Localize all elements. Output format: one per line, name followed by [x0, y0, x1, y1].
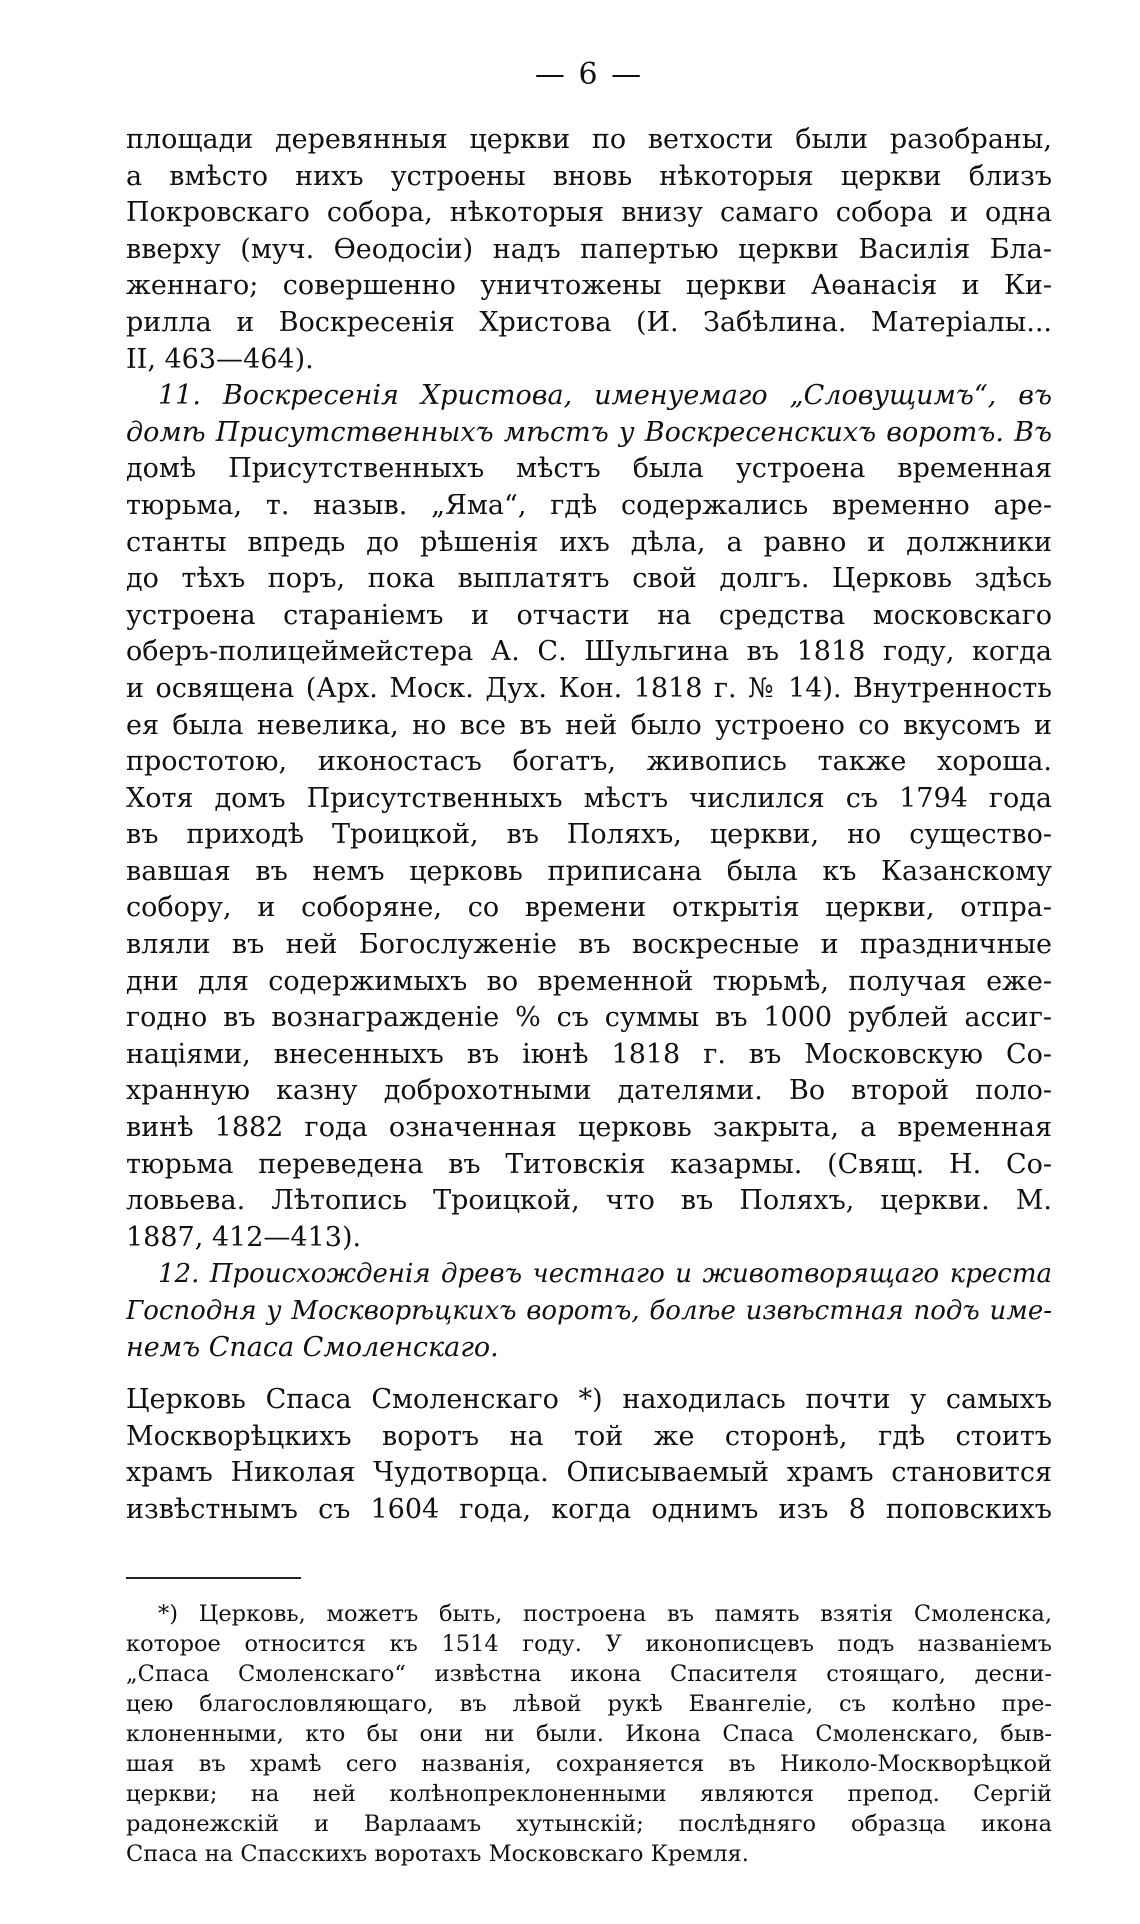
- footnote-line: клоненными, кто бы они ни были. Икона Спаса Смоленскаго, быв-: [126, 1720, 1052, 1747]
- footnote-line: Спаса на Спасскихъ воротахъ Московскаго Кремля.: [126, 1840, 749, 1867]
- section-12-heading: 12. Происхожденія древъ честнаго и животворящаго креста: [158, 1259, 1052, 1290]
- text-line: оберъ-полицеймейстера А. С. Шульгина въ 1818 году, когда: [126, 636, 1052, 668]
- text-line: націями, внесенныхъ въ іюнѣ 1818 г. въ Московскую Со-: [126, 1038, 1052, 1070]
- text-line: станты впредь до рѣшенія ихъ дѣла, а равно и должники: [126, 526, 1052, 558]
- text-line: ея была невелика, но все въ ней было устроено со вкусомъ и: [126, 709, 1052, 741]
- section-12-heading: Господня у Москворѣцкихъ воротъ, болѣе извѣстная подъ име-: [126, 1296, 1052, 1326]
- text-line: годно въ вознагражденіе % съ суммы въ 1000 рублей ассиг-: [126, 1002, 1052, 1034]
- footnote: [126, 1599, 1052, 1869]
- text-line: хранную казну доброхотными дателями. Во второй поло-: [126, 1075, 1052, 1107]
- section-11-heading: домѣ Присутственныхъ мѣстъ у Воскресенскихъ воротъ. Въ: [126, 416, 1052, 448]
- text-line: тюрьма, т. назыв. „Яма“, гдѣ содержались временно аре-: [126, 489, 1052, 521]
- section-12-heading: немъ Спаса Смоленскаго.: [126, 1331, 499, 1363]
- text-line: Покровскаго собора, нѣкоторыя внизу самаго собора и одна: [126, 197, 1052, 229]
- text-line: извѣстнымъ съ 1604 года, когда однимъ изъ 8 поповскихъ: [126, 1493, 1052, 1525]
- footnote-line: цею благословляющаго, въ лѣвой рукѣ Евангеліе, съ колѣно пре-: [126, 1690, 1052, 1717]
- main-text: [126, 122, 1052, 1529]
- text-line: Церковь Спаса Смоленскаго *) находилась почти у самыхъ: [126, 1384, 1052, 1416]
- text-line: рилла и Воскресенія Христова (И. Забѣлина. Матеріалы...: [126, 306, 1052, 338]
- text-line: женнаго; совершенно уничтожены церкви Аѳанасія и Ки-: [126, 270, 1052, 302]
- text-line: площади деревянныя церкви по ветхости были разобраны,: [126, 124, 1052, 155]
- text-line: вверху (муч. Ѳеодосіи) надъ папертью церкви Василія Бла-: [126, 233, 1052, 265]
- text-line: вляли въ ней Богослуженіе въ воскресные и праздничные: [126, 929, 1052, 961]
- page-number: — 6 —: [534, 57, 644, 92]
- text-line: 1887, 412—413).: [126, 1221, 362, 1253]
- text-line: ловьева. Лѣтопись Троицкой, что въ Поляхъ, церкви. М.: [126, 1185, 1052, 1217]
- text-line: и освящена (Арх. Моск. Дух. Кон. 1818 г. № 14). Внутренность: [126, 672, 1052, 704]
- text-line: дни для содержимыхъ во временной тюрьмѣ, получая еже-: [126, 965, 1052, 997]
- footnote-line: радонежскій и Варлаамъ хутынскій; послѣдняго образца икона: [126, 1810, 1052, 1837]
- footnote-line: церкви; на ней колѣнопреклоненными являются препод. Сергій: [126, 1780, 1052, 1807]
- text-line: простотою, иконостасъ богатъ, живопись также хороша.: [126, 746, 1052, 778]
- text-line: II, 463—464).: [126, 343, 314, 375]
- footnote-line: шая въ храмѣ сего названія, сохраняется въ Николо-Москворѣцкой: [126, 1750, 1052, 1777]
- document-page: [126, 50, 1052, 1869]
- text-line: тюрьма переведена въ Титовскія казармы. (Свящ. Н. Со-: [126, 1148, 1052, 1180]
- text-line: винѣ 1882 года означенная церковь закрыта, а временная: [126, 1112, 1052, 1144]
- text-line: а вмѣсто нихъ устроены вновь нѣкоторыя церкви близъ: [126, 160, 1052, 192]
- text-line: Москворѣцкихъ воротъ на той же сторонѣ, гдѣ стоитъ: [126, 1420, 1052, 1452]
- paragraph-gap: [126, 1366, 1052, 1382]
- text-line: Хотя домъ Присутственныхъ мѣстъ числился съ 1794 года: [126, 782, 1052, 814]
- text-line: до тѣхъ поръ, пока выплатятъ свой долгъ. Церковь здѣсь: [126, 563, 1052, 595]
- text-line: храмъ Николая Чудотворца. Описываемый храмъ становится: [126, 1457, 1052, 1489]
- footnote-line: *) Церковь, можетъ быть, построена въ память взятія Смоленска,: [158, 1600, 1052, 1627]
- footnote-line: „Спаса Смоленскаго“ извѣстна икона Спасителя стоящаго, десни-: [126, 1660, 1052, 1687]
- footnote-divider: [126, 1577, 301, 1579]
- section-11-heading: 11. Воскресенія Христова, именуемаго „Словущимъ“, въ: [158, 380, 1052, 412]
- footnote-line: которое относится къ 1514 году. У иконописцевъ подъ названіемъ: [126, 1630, 1052, 1657]
- text-line: устроена стараніемъ и отчасти на средства московскаго: [126, 599, 1052, 631]
- text-line: домѣ Присутственныхъ мѣстъ была устроена временная: [126, 453, 1052, 485]
- text-line: вавшая въ немъ церковь приписана была къ Казанскому: [126, 855, 1052, 887]
- text-line: въ приходѣ Троицкой, въ Поляхъ, церкви, но существо-: [126, 819, 1052, 851]
- text-line: собору, и соборяне, со времени открытія церкви, отпра-: [126, 892, 1052, 924]
